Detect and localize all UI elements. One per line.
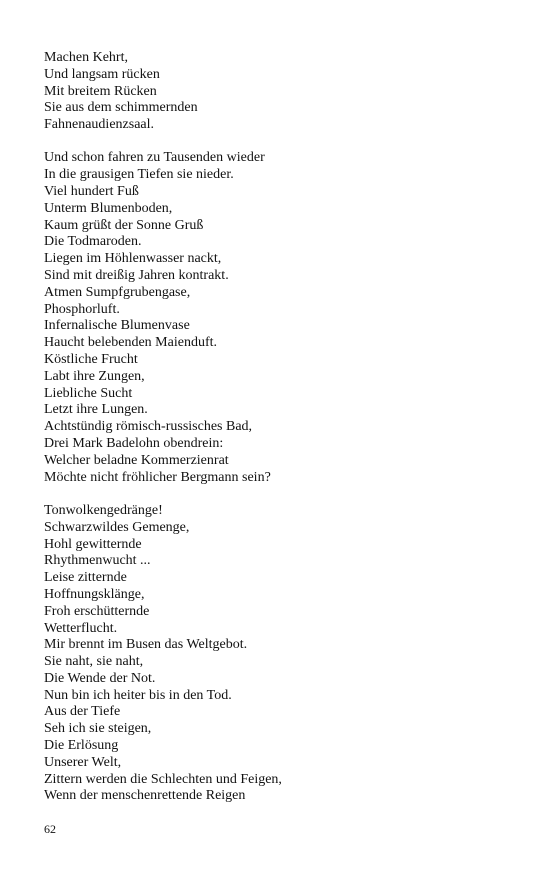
poem-line: In die grausigen Tiefen sie nieder. [44,167,234,183]
poem-line: Sie aus dem schimmernden [44,100,198,116]
poem-line: Hohl gewitternde [44,536,142,552]
poem-line: Sie naht, sie naht, [44,654,144,670]
poem-line: Drei Mark Badelohn obendrein: [44,436,224,452]
poem-line: Liebliche Sucht [44,385,133,401]
page-number: 62 [44,822,56,836]
stanza-3 [44,503,524,805]
poem-line: Mit breitem Rücken [44,83,157,99]
poem-line: Liegen im Höhlenwasser nackt, [44,251,222,267]
poem-line: Schwarzwildes Gemenge, [44,519,190,535]
stanza-1 [44,50,524,134]
poem-line: Sind mit dreißig Jahren kontrakt. [44,268,229,284]
poem-line: Zittern werden die Schlechten und Feigen, [44,771,282,787]
poem-line: Rhythmenwucht ... [44,553,151,569]
poem-line: Leise zitternde [44,570,127,586]
stanza-2 [44,150,524,486]
poem-line: Unterm Blumenboden, [44,200,173,216]
poem-line: Letzt ihre Lungen. [44,402,148,418]
poem-line: Wetterflucht. [44,620,118,636]
poem-line: Fahnenaudienzsaal. [44,117,155,133]
poem-line: Haucht belebenden Maienduft. [44,335,217,351]
poem-line: Aus der Tiefe [44,704,121,720]
poem-line: Machen Kehrt, [44,50,128,65]
poem-line: Atmen Sumpfgrubengase, [44,284,191,300]
poem-line: Tonwolkengedränge! [44,502,163,518]
poem-line: Die Erlösung [44,738,119,754]
poem-line: Mir brennt im Busen das Weltgebot. [44,637,248,653]
poem-line: Achtstündig römisch-russisches Bad, [44,419,253,435]
poem-line: Labt ihre Zungen, [44,368,145,384]
poem-line: Und schon fahren zu Tausenden wieder [44,150,265,166]
poem-line: Wenn der menschenrettende Reigen [44,788,246,804]
poem-line: Die Wende der Not. [44,670,156,686]
poem-text [44,50,524,805]
poem-line: Welcher beladne Kommerzienrat [44,452,229,468]
poem-line: Infernalische Blumenvase [44,318,190,334]
poem-line: Die Todmaroden. [44,234,142,250]
poem-line: Phosphorluft. [44,301,120,317]
poem-line: Nun bin ich heiter bis in den Tod. [44,687,232,703]
poem-line: Seh ich sie steigen, [44,721,152,737]
poem-line: Möchte nicht fröhlicher Bergmann sein? [44,469,271,485]
poem-line: Unserer Welt, [44,754,122,770]
poem-line: Hoffnungsklänge, [44,586,145,602]
poem-line: Froh erschütternde [44,603,150,619]
poem-line: Kaum grüßt der Sonne Gruß [44,217,204,233]
poem-line: Und langsam rücken [44,66,160,82]
poem-line: Viel hundert Fuß [44,184,139,200]
poem-line: Köstliche Frucht [44,352,138,368]
